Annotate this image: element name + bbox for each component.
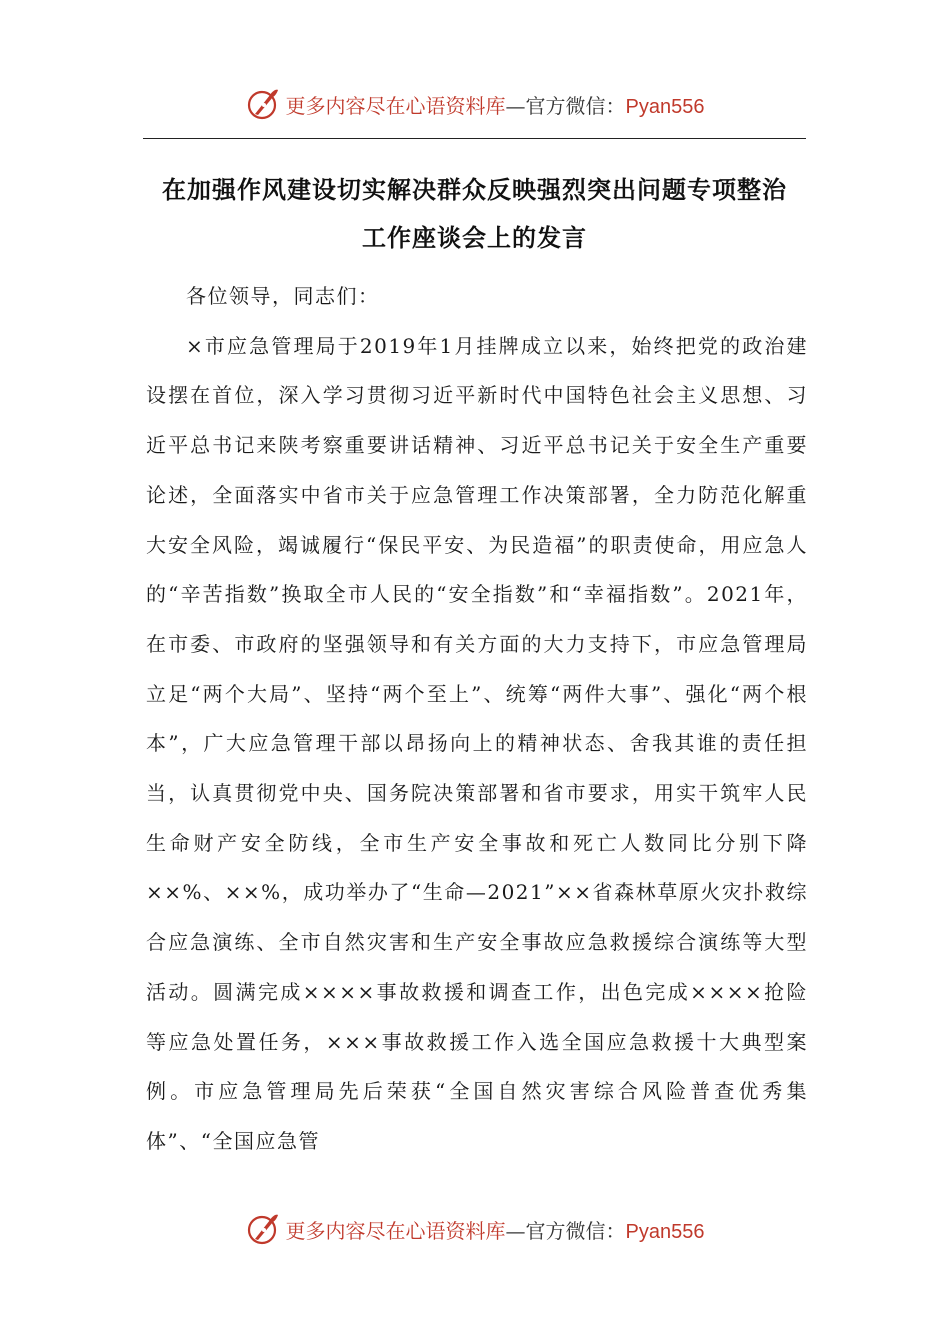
banner-text [286, 1215, 705, 1244]
brand-text: 更多内容尽在心语资料库 [285, 1218, 506, 1243]
quill-pen-circle-icon [246, 87, 280, 121]
document-body [146, 272, 808, 1167]
header-rule [143, 138, 806, 139]
official-label: 官方微信： [525, 1218, 626, 1243]
separator: — [505, 1218, 526, 1243]
brand-text: 更多内容尽在心语资料库 [285, 93, 506, 118]
title-line-2: 工作座谈会上的发言 [362, 224, 587, 252]
banner-text [286, 90, 705, 119]
header-banner [0, 84, 950, 124]
title-line-1: 在加强作风建设切实解决群众反映强烈突出问题专项整治 [162, 176, 787, 204]
body-paragraph: ×市应急管理局于2019年1月挂牌成立以来，始终把党的政治建设摆在首位，深入学习贯彻习近平新时代中国特色社会主义思想、习近平总书记来陕考察重要讲话精神、习近平总书记关于安全生产重要论述，全面落实中省市关于应急管理工作决策部署，全力防范化解重大安全风险，竭诚履行“保民平安、为民造福”的职责使命，用应急人的“辛苦指数”换取全市人民的“安全指数”和“幸福指数”。2021年，在市委、市政府的坚强领导和有关方面的大力支持下，市应急管理局立足“两个大局”、坚持“两个至上”、统筹“两件大事”、强化“两个根本”，广大应急管理干部以昂扬向上的精神状态、舍我其谁的责任担当，认真贯彻党中央、国务院决策部署和省市要求，用实干筑牢人民生命财产安全防线，全市生产安全事故和死亡人数同比分别下降××%、××%，成功举办了“生命—2021”××省森林草原火灾扑救综合应急演练、全市自然灾害和生产安全事故应急救援综合演练等大型活动。圆满完成××××事故救援和调查工作，出色完成××××抢险等应急处置任务，×××事故救援工作入选全国应急救援十大典型案例。市应急管理局先后荣获“全国自然灾害综合风险普查优秀集体”、“全国应急管 [146, 333, 808, 1153]
separator: — [505, 93, 526, 118]
salutation: 各位领导，同志们： [186, 284, 380, 308]
wechat-id: Pyan556 [625, 95, 705, 118]
official-label: 官方微信： [525, 93, 626, 118]
document-title [143, 166, 806, 262]
footer-banner [0, 1209, 950, 1249]
quill-pen-circle-icon [246, 1212, 280, 1246]
wechat-id: Pyan556 [625, 1220, 705, 1243]
